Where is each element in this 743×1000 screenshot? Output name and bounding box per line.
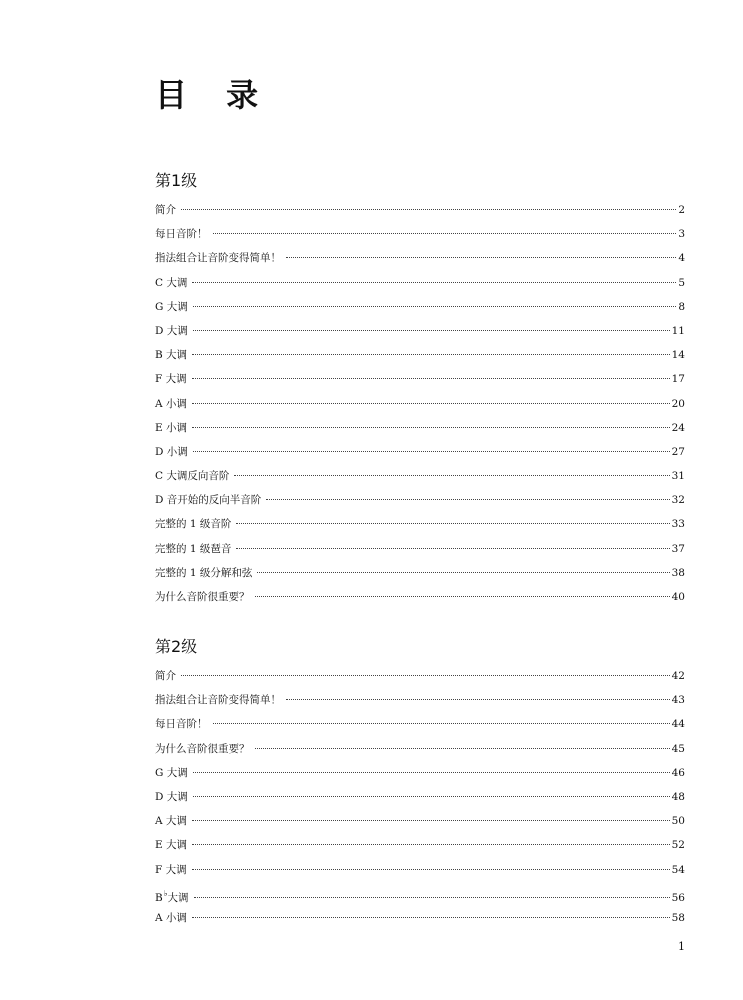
toc-entry[interactable] [155,833,685,857]
dot-leader [286,257,676,258]
toc-entry[interactable] [155,585,685,609]
dot-leader [236,548,669,549]
dot-leader [181,675,670,676]
dot-leader [193,330,670,331]
toc-entry-label-text: D 音开始的反向半音阶 [155,494,262,507]
toc-entry-label [155,319,188,343]
toc-entry-page: 31 [671,470,685,483]
toc-entry[interactable] [155,392,685,416]
toc-entry-page: 32 [671,494,685,507]
toc-entry[interactable] [155,464,685,488]
toc-entry[interactable] [155,537,685,561]
toc-entry-label-text: 为什么音阶很重要？ [155,742,250,755]
toc-entry-label-text: B [155,891,163,904]
dot-leader [213,233,677,234]
dot-leader [266,499,669,500]
toc-entry[interactable] [155,882,685,906]
toc-entry-label [155,343,187,367]
toc-entry-page: 33 [671,518,685,531]
toc-entry-label [155,664,176,688]
toc-entry-page: 27 [671,445,685,458]
toc-entry-label-text: 简介 [155,670,176,682]
dot-leader [192,354,670,355]
toc-entry[interactable] [155,712,685,736]
toc-entry-page: 40 [671,591,685,603]
toc-entry-page: 4 [678,252,685,265]
toc-entry[interactable] [155,319,685,343]
toc-entry-label-text: D 大调 [155,790,188,803]
toc-list [155,664,685,930]
toc-entry-label [155,858,187,882]
toc-entry[interactable] [155,512,685,536]
toc-entry-label-text: C 大调反向音阶 [155,470,230,483]
toc-entry[interactable] [155,906,685,930]
toc-entry-label-text: G 大调 [155,766,188,779]
toc-entry[interactable] [155,664,685,688]
toc-entry-label-text: 每日音阶！ [155,718,208,731]
toc-entry-page: 20 [671,397,685,410]
flat-symbol: ♭ [163,888,168,898]
dot-leader [193,796,670,797]
toc-entry-label-text: G 大调 [155,300,188,313]
toc-entry-page: 48 [671,790,685,803]
toc-entry[interactable] [155,761,685,785]
toc-entry[interactable] [155,343,685,367]
dot-leader [193,306,677,307]
toc-entry-label [155,198,176,222]
toc-entry-label-text: 完整的 1 级琶音 [155,542,232,555]
toc-entry-label [155,906,187,930]
toc-entry[interactable] [155,809,685,833]
toc-entry[interactable] [155,488,685,512]
toc-entry-page: 37 [671,542,685,555]
toc-entry-page: 8 [678,300,685,313]
toc-entry-label [155,222,208,246]
dot-leader [194,897,670,898]
dot-leader [192,917,670,918]
toc-entry-label [155,512,231,536]
toc-entry-label-text: F 大调 [155,863,187,876]
toc-entry-label [155,537,231,561]
toc-entry[interactable] [155,416,685,440]
dot-leader [192,282,676,283]
page-title: 目 录 [155,76,273,114]
dot-leader [213,723,670,724]
toc-entry-page: 46 [671,766,685,779]
toc-entry-page: 11 [671,324,685,337]
toc-entry-page: 14 [671,349,685,362]
toc-entry-label [155,833,187,857]
toc-entry-label [155,271,187,295]
dot-leader [255,748,670,749]
toc-entry-label [155,488,261,512]
toc-entry[interactable] [155,222,685,246]
toc-entry-page: 3 [678,228,685,241]
toc-entry[interactable] [155,271,685,295]
toc-entry-label [155,712,208,736]
toc-entry-page: 2 [678,204,685,216]
toc-entry[interactable] [155,440,685,464]
section-level-2 [155,636,685,930]
toc-entry-label-text: E 小调 [155,421,188,434]
toc-entry-page: 56 [671,891,685,904]
toc-entry-page: 50 [671,815,685,828]
toc-entry-page: 42 [671,670,685,682]
section-heading: 第2级 [155,637,198,656]
toc-entry-label [155,761,188,785]
toc-entry-label [155,737,250,761]
toc-entry-label-text: F 大调 [155,373,187,386]
toc-entry-page: 38 [671,566,685,579]
toc-entry-label-text: A 大调 [155,815,187,828]
toc-entry-label [155,785,188,809]
toc-entry-label [155,464,229,488]
toc-entry-label [155,416,187,440]
toc-entry[interactable] [155,246,685,270]
dot-leader [257,572,669,573]
toc-entry-label-text: 完整的 1 级分解和弦 [155,566,253,579]
toc-entry-page: 17 [671,373,685,386]
toc-entry-label-text: 完整的 1 级音阶 [155,518,232,531]
toc-entry-label-rest: 大调 [167,891,189,904]
dot-leader [192,869,670,870]
toc-entry-label-text: 为什么音阶很重要？ [155,591,250,603]
section-level-1 [155,170,685,609]
toc-entry[interactable] [155,198,685,222]
dot-leader [286,699,670,700]
toc-entry-label-text: E 大调 [155,839,188,852]
toc-entry-label-text: 指法组合让音阶变得简单！ [155,252,281,265]
dot-leader [192,378,670,379]
dot-leader [193,772,670,773]
toc-entry-label [155,295,188,319]
toc-entry-label-text: 简介 [155,204,176,216]
toc-entry-label [155,688,281,712]
dot-leader [192,427,670,428]
toc-entry-label-text: D 小调 [155,445,188,458]
dot-leader [234,475,669,476]
dot-leader [255,596,670,597]
toc-entry-label-text: C 大调 [155,276,188,289]
toc-entry-label-text: 指法组合让音阶变得简单！ [155,694,281,707]
dot-leader [236,523,669,524]
toc-entry[interactable] [155,785,685,809]
toc-entry-label [155,246,281,270]
toc-entry-page: 45 [671,742,685,755]
toc-entry-label [155,809,187,833]
toc-entry-label [155,585,250,609]
toc-entry-page: 58 [671,911,685,924]
toc-entry-label-text: D 大调 [155,324,188,337]
page-number: 1 [678,940,685,953]
toc-entry-page: 52 [671,839,685,852]
section-heading: 第1级 [155,171,198,190]
toc-entry-label-text: A 小调 [155,911,187,924]
toc-entry-label-text: A 小调 [155,397,187,410]
dot-leader [192,844,670,845]
toc-entry-page: 24 [671,421,685,434]
dot-leader [193,451,670,452]
toc-entry-label-text: B 大调 [155,349,188,362]
toc-entry[interactable] [155,688,685,712]
toc-entry[interactable] [155,561,685,585]
toc-entry-label [155,561,252,585]
dot-leader [181,209,676,210]
toc-entry[interactable] [155,737,685,761]
toc-entry[interactable] [155,367,685,391]
toc-list [155,198,685,609]
toc-entry-label [155,367,187,391]
dot-leader [192,820,670,821]
toc-entry-label-text: 每日音阶！ [155,228,208,241]
toc-entry-page: 43 [671,694,685,707]
toc-entry-page: 5 [678,276,685,289]
toc-entry-page: 44 [671,718,685,731]
toc-entry[interactable] [155,295,685,319]
toc-entry[interactable] [155,858,685,882]
toc-entry-page: 54 [671,863,685,876]
toc-entry-label [155,392,187,416]
dot-leader [192,403,670,404]
toc-entry-label [155,440,188,464]
